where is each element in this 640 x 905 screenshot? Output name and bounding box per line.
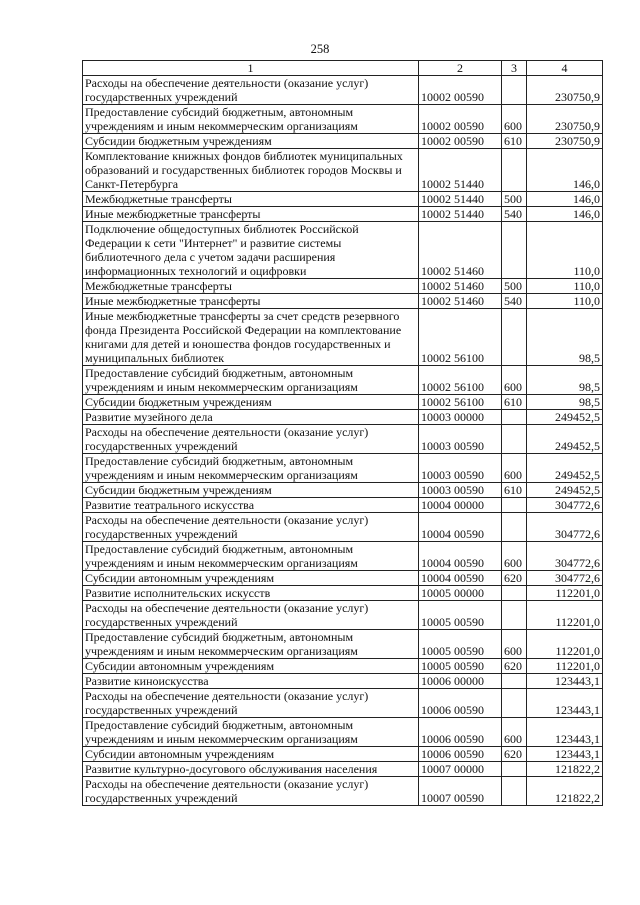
row-amount: 123443,1 xyxy=(527,747,603,762)
row-code: 10005 00590 xyxy=(419,659,502,674)
table-row xyxy=(83,777,603,806)
table-row xyxy=(83,513,603,542)
row-code: 10006 00590 xyxy=(419,718,502,747)
table-row xyxy=(83,718,603,747)
row-kvr: 500 xyxy=(502,192,527,207)
row-name: Предоставление субсидий бюджетным, автономным учреждениям и иным некоммерческим организациям xyxy=(83,366,419,395)
row-code: 10002 56100 xyxy=(419,309,502,366)
row-kvr: 600 xyxy=(502,718,527,747)
row-name: Расходы на обеспечение деятельности (оказание услуг) государственных учреждений xyxy=(83,425,419,454)
row-code: 10006 00590 xyxy=(419,689,502,718)
row-amount: 98,5 xyxy=(527,366,603,395)
table-row xyxy=(83,630,603,659)
row-amount: 146,0 xyxy=(527,149,603,192)
row-kvr xyxy=(502,674,527,689)
row-amount: 121822,2 xyxy=(527,762,603,777)
row-name: Иные межбюджетные трансферты xyxy=(83,207,419,222)
row-name: Субсидии автономным учреждениям xyxy=(83,571,419,586)
row-amount: 249452,5 xyxy=(527,483,603,498)
row-amount: 110,0 xyxy=(527,294,603,309)
row-kvr xyxy=(502,513,527,542)
table-row xyxy=(83,207,603,222)
row-amount: 121822,2 xyxy=(527,777,603,806)
row-code: 10006 00590 xyxy=(419,747,502,762)
row-name: Субсидии бюджетным учреждениям xyxy=(83,395,419,410)
row-amount: 123443,1 xyxy=(527,718,603,747)
row-code: 10007 00000 xyxy=(419,762,502,777)
row-kvr xyxy=(502,498,527,513)
row-code: 10002 56100 xyxy=(419,395,502,410)
row-amount: 123443,1 xyxy=(527,689,603,718)
row-kvr: 540 xyxy=(502,294,527,309)
row-name: Расходы на обеспечение деятельности (оказание услуг) государственных учреждений xyxy=(83,76,419,105)
table-row xyxy=(83,542,603,571)
row-amount: 230750,9 xyxy=(527,134,603,149)
row-code: 10006 00000 xyxy=(419,674,502,689)
table-row xyxy=(83,366,603,395)
table-row xyxy=(83,279,603,294)
row-amount: 230750,9 xyxy=(527,105,603,134)
row-name: Межбюджетные трансферты xyxy=(83,279,419,294)
row-name: Субсидии бюджетным учреждениям xyxy=(83,483,419,498)
row-name: Развитие музейного дела xyxy=(83,410,419,425)
row-name: Предоставление субсидий бюджетным, автономным учреждениям и иным некоммерческим организациям xyxy=(83,454,419,483)
row-amount: 112201,0 xyxy=(527,601,603,630)
row-code: 10007 00590 xyxy=(419,777,502,806)
table-row xyxy=(83,395,603,410)
row-code: 10003 00590 xyxy=(419,483,502,498)
row-kvr xyxy=(502,586,527,601)
row-amount: 98,5 xyxy=(527,395,603,410)
row-amount: 146,0 xyxy=(527,192,603,207)
row-code: 10002 51460 xyxy=(419,222,502,279)
row-name: Расходы на обеспечение деятельности (оказание услуг) государственных учреждений xyxy=(83,777,419,806)
row-amount: 304772,6 xyxy=(527,513,603,542)
row-code: 10003 00000 xyxy=(419,410,502,425)
row-name: Иные межбюджетные трансферты за счет средств резервного фонда Президента Российской Федерации на комплектование книгами для детей и юношества фондов государственных и муниципальных библиотек xyxy=(83,309,419,366)
table-row xyxy=(83,454,603,483)
row-amount: 304772,6 xyxy=(527,498,603,513)
row-code: 10004 00590 xyxy=(419,542,502,571)
table-row xyxy=(83,134,603,149)
row-amount: 110,0 xyxy=(527,279,603,294)
row-name: Предоставление субсидий бюджетным, автономным учреждениям и иным некоммерческим организациям xyxy=(83,718,419,747)
row-kvr: 600 xyxy=(502,454,527,483)
table-row xyxy=(83,425,603,454)
column-header: 1 xyxy=(83,61,419,76)
table-row xyxy=(83,309,603,366)
column-header: 3 xyxy=(502,61,527,76)
row-name: Предоставление субсидий бюджетным, автономным учреждениям и иным некоммерческим организациям xyxy=(83,105,419,134)
column-header: 2 xyxy=(419,61,502,76)
table-row xyxy=(83,747,603,762)
row-amount: 123443,1 xyxy=(527,674,603,689)
row-amount: 112201,0 xyxy=(527,630,603,659)
table-row xyxy=(83,192,603,207)
row-amount: 304772,6 xyxy=(527,571,603,586)
row-name: Комплектование книжных фондов библиотек муниципальных образований и государственных библиотек городов Москвы и Санкт-Петербурга xyxy=(83,149,419,192)
row-name: Субсидии бюджетным учреждениям xyxy=(83,134,419,149)
row-amount: 249452,5 xyxy=(527,454,603,483)
row-name: Предоставление субсидий бюджетным, автономным учреждениям и иным некоммерческим организациям xyxy=(83,542,419,571)
page-number: 258 xyxy=(310,42,330,56)
row-code: 10002 51460 xyxy=(419,279,502,294)
row-code: 10002 00590 xyxy=(419,105,502,134)
row-amount: 249452,5 xyxy=(527,410,603,425)
table-row xyxy=(83,483,603,498)
row-name: Развитие культурно-досугового обслуживания населения xyxy=(83,762,419,777)
row-code: 10002 51440 xyxy=(419,149,502,192)
row-code: 10005 00590 xyxy=(419,630,502,659)
row-kvr: 620 xyxy=(502,571,527,586)
row-code: 10002 51440 xyxy=(419,192,502,207)
table-row xyxy=(83,674,603,689)
table-row xyxy=(83,294,603,309)
row-code: 10005 00590 xyxy=(419,601,502,630)
row-kvr xyxy=(502,777,527,806)
row-amount: 146,0 xyxy=(527,207,603,222)
table-row xyxy=(83,149,603,192)
row-name: Расходы на обеспечение деятельности (оказание услуг) государственных учреждений xyxy=(83,513,419,542)
row-kvr xyxy=(502,309,527,366)
row-name: Развитие исполнительских искусств xyxy=(83,586,419,601)
row-name: Расходы на обеспечение деятельности (оказание услуг) государственных учреждений xyxy=(83,601,419,630)
row-kvr: 540 xyxy=(502,207,527,222)
row-code: 10005 00000 xyxy=(419,586,502,601)
row-amount: 230750,9 xyxy=(527,76,603,105)
row-code: 10004 00590 xyxy=(419,513,502,542)
row-amount: 110,0 xyxy=(527,222,603,279)
row-code: 10002 51460 xyxy=(419,294,502,309)
row-code: 10004 00000 xyxy=(419,498,502,513)
table-row xyxy=(83,105,603,134)
row-amount: 112201,0 xyxy=(527,586,603,601)
row-name: Подключение общедоступных библиотек Российской Федерации к сети "Интернет" и развитие системы библиотечного дела с учетом задачи расширения информационных технологий и оцифровки xyxy=(83,222,419,279)
row-code: 10004 00590 xyxy=(419,571,502,586)
row-kvr: 620 xyxy=(502,747,527,762)
row-name: Субсидии автономным учреждениям xyxy=(83,659,419,674)
row-kvr xyxy=(502,601,527,630)
row-code: 10003 00590 xyxy=(419,425,502,454)
header-row xyxy=(83,61,603,76)
column-header: 4 xyxy=(527,61,603,76)
row-kvr: 620 xyxy=(502,659,527,674)
table-row xyxy=(83,601,603,630)
row-kvr: 610 xyxy=(502,395,527,410)
row-code: 10002 00590 xyxy=(419,134,502,149)
table-row xyxy=(83,659,603,674)
row-kvr: 610 xyxy=(502,134,527,149)
row-kvr: 600 xyxy=(502,105,527,134)
row-amount: 98,5 xyxy=(527,309,603,366)
table-row xyxy=(83,222,603,279)
row-amount: 304772,6 xyxy=(527,542,603,571)
row-kvr: 600 xyxy=(502,630,527,659)
row-name: Развитие киноискусства xyxy=(83,674,419,689)
row-name: Развитие театрального искусства xyxy=(83,498,419,513)
row-kvr xyxy=(502,222,527,279)
table-row xyxy=(83,76,603,105)
row-name: Предоставление субсидий бюджетным, автономным учреждениям и иным некоммерческим организациям xyxy=(83,630,419,659)
table-row xyxy=(83,571,603,586)
row-kvr xyxy=(502,410,527,425)
row-kvr xyxy=(502,149,527,192)
row-code: 10002 51440 xyxy=(419,207,502,222)
row-name: Субсидии автономным учреждениям xyxy=(83,747,419,762)
row-kvr xyxy=(502,689,527,718)
row-kvr: 500 xyxy=(502,279,527,294)
row-code: 10002 56100 xyxy=(419,366,502,395)
row-kvr: 610 xyxy=(502,483,527,498)
row-kvr xyxy=(502,762,527,777)
table-row xyxy=(83,689,603,718)
row-code: 10003 00590 xyxy=(419,454,502,483)
row-kvr xyxy=(502,425,527,454)
row-name: Межбюджетные трансферты xyxy=(83,192,419,207)
table-row xyxy=(83,498,603,513)
row-kvr: 600 xyxy=(502,366,527,395)
row-amount: 112201,0 xyxy=(527,659,603,674)
row-name: Расходы на обеспечение деятельности (оказание услуг) государственных учреждений xyxy=(83,689,419,718)
table-row xyxy=(83,410,603,425)
budget-table xyxy=(82,60,603,806)
row-name: Иные межбюджетные трансферты xyxy=(83,294,419,309)
table-body xyxy=(83,76,603,806)
row-amount: 249452,5 xyxy=(527,425,603,454)
row-code: 10002 00590 xyxy=(419,76,502,105)
row-kvr xyxy=(502,76,527,105)
table-row xyxy=(83,586,603,601)
table-row xyxy=(83,762,603,777)
row-kvr: 600 xyxy=(502,542,527,571)
